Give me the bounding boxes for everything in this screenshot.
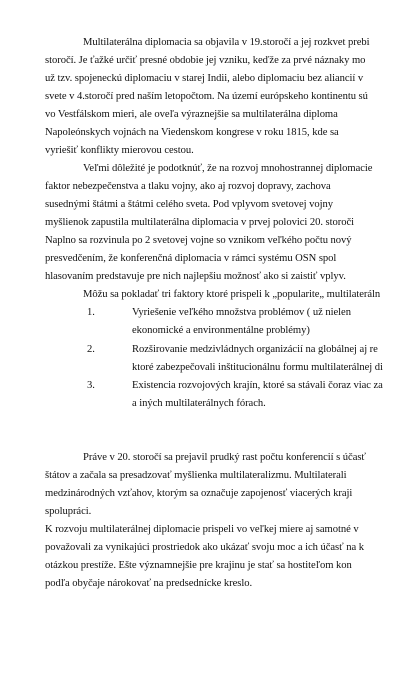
paragraph-2-line-6: presvedčením, že konferenčná diplomacia v rámci systému OSN spol [45,253,337,264]
paragraph-2-line-7: hlasovaním predstavuje pre nich najlepšiu možnosť ako si zaistiť vplyv. [45,271,346,282]
paragraph-1-line-7: vyriešiť konflikty mierovou cestou. [45,145,194,156]
list-item-2-number: 2. [87,344,95,355]
paragraph-1-line-2: storočí. Je ťažké určiť presné obdobie jej vzniku, keďže za prvé náznaky mo [45,55,366,66]
paragraph-1-line-4: svete v 4.storočí pred naším letopočtom. Na území európskeho kontinentu sú [45,91,368,102]
list-item-2-line-2: ktoré zabezpečovali inštitucionálnu formu multilaterálnej di [132,362,383,373]
list-item-1-line-1: Vyriešenie veľkého množstva problémov ( už nielen [132,307,351,318]
list-item-1-number: 1. [87,307,95,318]
paragraph-1-line-5: vo Vestfálskom mieri, ale oveľa výraznejšie sa multilaterálna diploma [45,109,338,120]
list-item-3-number: 3. [87,380,95,391]
paragraph-4-line-2: štátov a začala sa presadzovať myšlienka multilateralizmu. Multilaterali [45,470,347,481]
paragraph-2-line-5: Naplno sa rozvinula po 2 svetovej vojne so vznikom veľkého počtu nový [45,235,352,246]
paragraph-2-line-1: Veľmi dôležité je podotknúť, že na rozvoj mnohostrannej diplomacie [83,163,373,174]
paragraph-4-line-1: Práve v 20. storočí sa prejavil prudký rast počtu konferencií s účasť [83,452,366,463]
list-item-3-line-2: a iných multilaterálnych fórach. [132,398,266,409]
list-item-2-line-1: Rozširovanie medzivládnych organizácií na globálnej aj re [132,344,378,355]
paragraph-5-line-4: podľa obyčaje nárokovať na predsednícke kreslo. [45,578,253,589]
paragraph-5-line-3: otázkou prestíže. Ešte významnejšie pre krajinu je stať sa hostiteľom kon [45,560,352,571]
paragraph-2-line-2: faktor nebezpečenstva a tlaku vojny, ako aj rozvoj dopravy, zachova [45,181,331,192]
paragraph-2-line-3: susednými štátmi a štátmi celého sveta. Pod vplyvom svetovej vojny [45,199,333,210]
paragraph-5-line-2: považovali za vynikajúci prostriedok ako ukázať svoju moc a ich účasť na k [45,542,364,553]
paragraph-2-line-4: myšlienok zapustila multilaterálna diplomacia v prvej polovici 20. storoči [45,217,355,228]
paragraph-1-line-1: Multilaterálna diplomacia sa objavila v 19.storočí a jej rozkvet prebi [83,37,370,48]
paragraph-4-line-3: medzinárodných vzťahov, ktorým sa označuje zapojenosť viacerých kraji [45,488,353,499]
paragraph-3-line-1: Môžu sa pokladať tri faktory ktoré prispeli k „popularite„ multilateráln [83,289,381,300]
paragraph-4-line-4: spolupráci. [45,506,92,517]
list-item-3-line-1: Existencia rozvojových krajín, ktoré sa stávali čoraz viac za [132,380,383,391]
paragraph-1-line-3: už tzv. spojeneckú diplomaciu v starej Indii, alebo diplomaciu bez aliancií v [45,73,364,84]
list-item-1-line-2: ekonomické a environmentálne problémy) [132,325,310,336]
paragraph-1-line-6: Napoleónskych vojnách na Viedenskom kongrese v roku 1815, kde sa [45,127,339,138]
paragraph-5-line-1: K rozvoju multilaterálnej diplomacie prispeli vo veľkej miere aj samotné v [45,524,359,535]
